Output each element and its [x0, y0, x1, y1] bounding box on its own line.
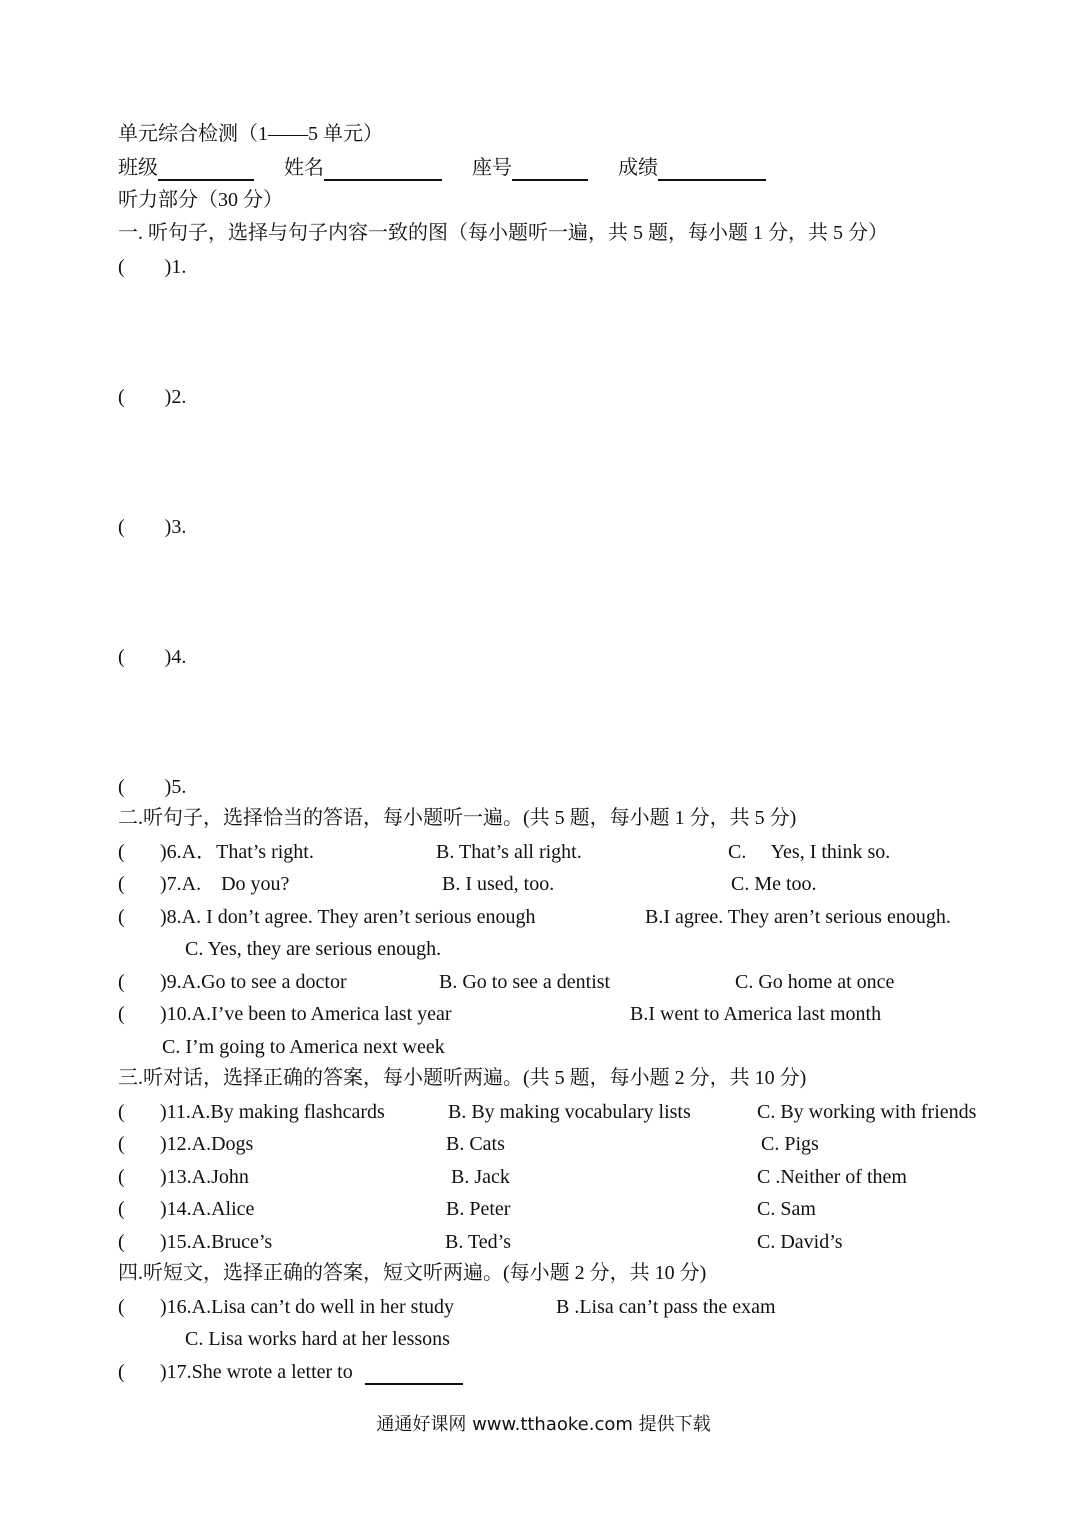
- q9-option-c[interactable]: C. Go home at once: [735, 971, 895, 993]
- q15-option-b[interactable]: B. Ted’s: [445, 1231, 512, 1253]
- q9-option-a[interactable]: )9.A.Go to see a doctor: [160, 971, 347, 993]
- q16-option-b[interactable]: B .Lisa can’t pass the exam: [556, 1296, 776, 1318]
- q17-text: )17.She wrote a letter to: [160, 1361, 353, 1383]
- q16-row: ( )16.A.Lisa can’t do well in her study: [118, 1296, 455, 1318]
- q5-item: ( )5.: [118, 776, 187, 798]
- q8-option-c[interactable]: C. Yes, they are serious enough.: [185, 938, 442, 960]
- footer-credit: 通通好课网 www.tthaoke.com 提供下载: [376, 1414, 711, 1435]
- q9-row: ( )9.A.Go to see a doctor: [118, 971, 347, 993]
- page-title: 单元综合检测（1——5 单元）: [118, 123, 383, 145]
- q11-option-a[interactable]: )11.A.By making flashcards: [160, 1101, 385, 1123]
- score-blank[interactable]: [658, 157, 766, 181]
- q11-option-b[interactable]: B. By making vocabulary lists: [448, 1101, 691, 1123]
- class-blank[interactable]: [158, 157, 254, 181]
- q1-item: ( )1.: [118, 256, 187, 278]
- q16-option-a[interactable]: )16.A.Lisa can’t do well in her study: [160, 1296, 455, 1318]
- q12-row: ( )12.A.Dogs: [118, 1133, 254, 1155]
- q8-row: ( )8.A. I don’t agree. They aren’t serious enough: [118, 906, 536, 928]
- q13-option-c[interactable]: C .Neither of them: [757, 1166, 907, 1188]
- q6-row: ( )6.A．That’s right.: [118, 841, 314, 863]
- listening-part-title: 听力部分（30 分）: [118, 189, 283, 211]
- q10-option-c[interactable]: C. I’m going to America next week: [162, 1036, 445, 1058]
- q12-option-a[interactable]: )12.A.Dogs: [160, 1133, 254, 1155]
- section1-title: 一. 听句子，选择与句子内容一致的图（每小题听一遍，共 5 题，每小题 1 分，共 5 分）: [118, 222, 888, 244]
- q12-option-c[interactable]: C. Pigs: [761, 1133, 819, 1155]
- class-label: 班级: [118, 157, 158, 179]
- q13-option-b[interactable]: B. Jack: [451, 1166, 510, 1188]
- q10-option-b[interactable]: B.I went to America last month: [630, 1003, 882, 1025]
- q3-item: ( )3.: [118, 516, 187, 538]
- q15-option-a[interactable]: )15.A.Bruce’s: [160, 1231, 273, 1253]
- q13-row: ( )13.A.John: [118, 1166, 249, 1188]
- q10-option-a[interactable]: )10.A.I’ve been to America last year: [160, 1003, 452, 1025]
- seat-label: 座号: [472, 157, 512, 179]
- q11-row: ( )11.A.By making flashcards: [118, 1101, 385, 1123]
- q15-option-c[interactable]: C. David’s: [757, 1231, 843, 1253]
- name-label: 姓名: [284, 157, 324, 179]
- section3-title: 三.听对话，选择正确的答案，每小题听两遍。(共 5 题，每小题 2 分，共 10 分): [118, 1067, 807, 1089]
- q7-option-b[interactable]: B. I used, too.: [442, 873, 555, 895]
- q12-option-b[interactable]: B. Cats: [446, 1133, 505, 1155]
- q14-option-a[interactable]: )14.A.Alice: [160, 1198, 255, 1220]
- section4-title: 四.听短文，选择正确的答案，短文听两遍。(每小题 2 分，共 10 分): [118, 1262, 707, 1284]
- q11-option-c[interactable]: C. By working with friends: [757, 1101, 977, 1123]
- q17-row: ( )17.She wrote a letter to: [118, 1359, 463, 1385]
- seat-blank[interactable]: [512, 157, 588, 181]
- q8-option-a[interactable]: )8.A. I don’t agree. They aren’t serious enough: [160, 906, 536, 928]
- section2-title: 二.听句子，选择恰当的答语，每小题听一遍。(共 5 题，每小题 1 分，共 5 分): [118, 807, 797, 829]
- info-fields: [118, 155, 766, 181]
- q17-blank[interactable]: [365, 1361, 463, 1385]
- q13-option-a[interactable]: )13.A.John: [160, 1166, 249, 1188]
- q7-option-c[interactable]: C. Me too.: [731, 873, 817, 895]
- q6-option-a[interactable]: )6.A．That’s right.: [160, 841, 314, 863]
- q7-option-a[interactable]: )7.A. Do you?: [160, 873, 290, 895]
- q14-option-c[interactable]: C. Sam: [757, 1198, 816, 1220]
- q16-option-c[interactable]: C. Lisa works hard at her lessons: [185, 1328, 450, 1350]
- q14-row: ( )14.A.Alice: [118, 1198, 255, 1220]
- q6-option-c[interactable]: C. Yes, I think so.: [728, 841, 891, 863]
- q2-item: ( )2.: [118, 386, 187, 408]
- q10-row: ( )10.A.I’ve been to America last year: [118, 1003, 452, 1025]
- score-label: 成绩: [618, 157, 658, 179]
- q14-option-b[interactable]: B. Peter: [446, 1198, 511, 1220]
- q8-option-b[interactable]: B.I agree. They aren’t serious enough.: [645, 906, 951, 928]
- q7-row: ( )7.A. Do you?: [118, 873, 290, 895]
- q15-row: ( )15.A.Bruce’s: [118, 1231, 273, 1253]
- name-blank[interactable]: [324, 157, 442, 181]
- q6-option-b[interactable]: B. That’s all right.: [436, 841, 582, 863]
- q9-option-b[interactable]: B. Go to see a dentist: [439, 971, 611, 993]
- q4-item: ( )4.: [118, 646, 187, 668]
